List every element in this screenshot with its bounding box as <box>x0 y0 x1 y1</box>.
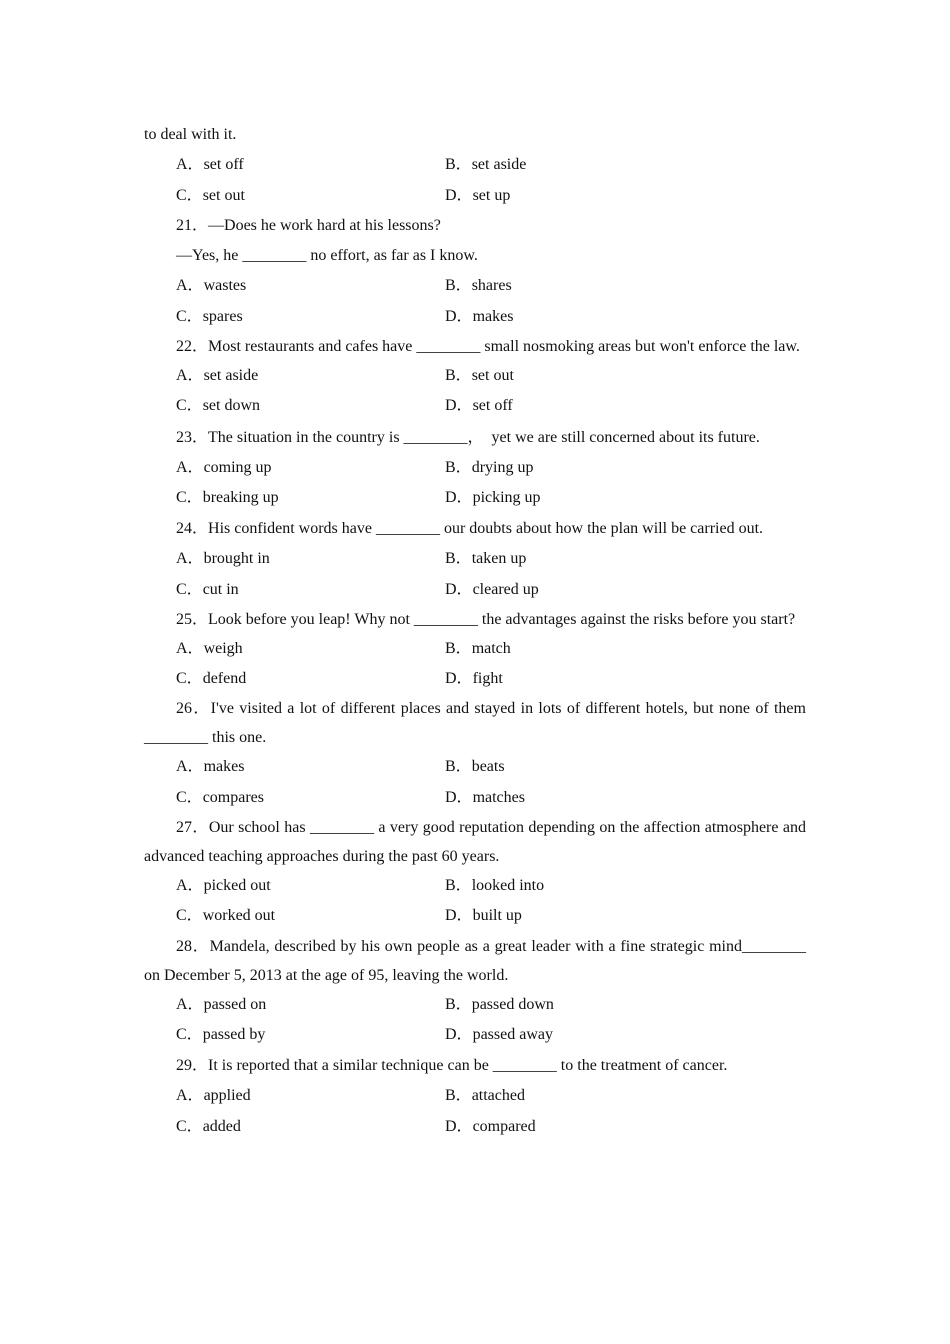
q29-options-row-1 <box>144 1081 806 1111</box>
q23-option-d: D．picking up <box>445 488 541 506</box>
q29-stem: 29．It is reported that a similar technique can be ________ to the treatment of cancer. <box>144 1050 806 1081</box>
q21-option-d: D．makes <box>445 307 514 325</box>
q27-option-c: C．worked out <box>176 907 276 925</box>
q22-option-b: B．set out <box>445 367 514 385</box>
q23-option-a: A．coming up <box>176 458 272 476</box>
q25-option-a: A．weigh <box>176 639 243 657</box>
q20-option-c: C．set out <box>176 186 245 204</box>
q26-number: 26． <box>176 700 211 718</box>
q21-stem-line-2: —Yes, he ________ no effort, as far as I know. <box>176 247 478 265</box>
q29-options-row-2 <box>144 1112 806 1142</box>
q23-option-b: B．drying up <box>445 458 534 476</box>
question-list <box>144 120 806 1142</box>
q22-option-a: A．set aside <box>176 367 259 385</box>
q27-option-a: A．picked out <box>176 877 271 895</box>
q25-stem: 25．Look before you leap! Why not ________ the advantages against the risks before you start? <box>144 605 806 634</box>
q28-options-row-2 <box>144 1020 806 1050</box>
q25-options-row-2 <box>144 664 806 694</box>
q24-option-a: A．brought in <box>176 550 270 568</box>
q27-options-row-2 <box>144 901 806 931</box>
q21-option-b: B．shares <box>445 277 512 295</box>
q28-option-c: C．passed by <box>176 1025 266 1043</box>
q22-option-d: D．set off <box>445 397 513 415</box>
q29-option-a: A．applied <box>176 1087 251 1105</box>
q23-options-row-1 <box>144 453 806 483</box>
q24-number: 24． <box>176 520 209 538</box>
q20-options-row-2 <box>144 181 806 211</box>
q27-options-row-1 <box>144 871 806 901</box>
q24-option-d: D．cleared up <box>445 580 539 598</box>
q21-stem-line-1: 21．—Does he work hard at his lessons? <box>176 216 441 234</box>
q27-option-d: D．built up <box>445 907 522 925</box>
q22-stem: 22．Most restaurants and cafes have ________ small nosmoking areas but won't enforce the law. <box>144 332 806 361</box>
q25-number: 25． <box>176 610 209 628</box>
q22-options-row-1 <box>144 361 806 391</box>
q20-option-b: B．set aside <box>445 156 527 174</box>
q21-option-a: A．wastes <box>176 277 247 295</box>
q26-options-row-1 <box>144 752 806 782</box>
q23-options-row-2 <box>144 483 806 513</box>
q28-number: 28． <box>176 937 210 955</box>
q20-options-row-1 <box>144 150 806 180</box>
q29-option-b: B．attached <box>445 1087 525 1105</box>
q27-stem: 27．Our school has ________ a very good reputation depending on the affection atmosphere and advanced teaching approaches during the past 60 years. <box>144 819 806 866</box>
q26-option-c: C．compares <box>176 788 264 806</box>
q26-option-a: A．makes <box>176 758 245 776</box>
q21-options-row-2 <box>144 302 806 332</box>
q29-option-c: C．added <box>176 1117 241 1135</box>
q20-option-d: D．set up <box>445 186 511 204</box>
q24-options-row-1 <box>144 544 806 574</box>
q23-option-c: C．breaking up <box>176 488 279 506</box>
q23-stem: 23．The situation in the country is ________， yet we are still concerned about its future. <box>144 422 806 453</box>
q28-option-a: A．passed on <box>176 995 267 1013</box>
q24-stem: 24．His confident words have ________ our doubts about how the plan will be carried out. <box>144 513 806 544</box>
q22-number: 22． <box>176 338 209 356</box>
q25-option-b: B．match <box>445 639 511 657</box>
q27-number: 27． <box>176 819 209 837</box>
lead-in-text: to deal with it. <box>144 126 237 143</box>
q26-option-d: D．matches <box>445 788 525 806</box>
q20-option-a: A．set off <box>176 156 244 174</box>
q22-option-c: C．set down <box>176 397 261 415</box>
q23-number: 23． <box>176 428 209 446</box>
q26-options-row-2 <box>144 783 806 813</box>
q21-number: 21． <box>176 216 209 234</box>
q24-option-b: B．taken up <box>445 550 527 568</box>
q26-stem: 26．I've visited a lot of different places and stayed in lots of different hotels, but none of them ________ this one. <box>144 700 806 747</box>
q26-option-b: B．beats <box>445 758 505 776</box>
q25-option-d: D．fight <box>445 670 503 688</box>
q28-stem: 28．Mandela, described by his own people as a great leader with a fine strategic mind________ on December 5, 2013 at the age of 95, leaving the world. <box>144 937 806 984</box>
q24-options-row-2 <box>144 575 806 605</box>
q25-options-row-1 <box>144 634 806 664</box>
q22-options-row-2 <box>144 391 806 421</box>
q29-number: 29． <box>176 1057 209 1075</box>
q24-option-c: C．cut in <box>176 580 239 598</box>
q29-option-d: D．compared <box>445 1117 536 1135</box>
q28-options-row-1 <box>144 990 806 1020</box>
q28-option-d: D．passed away <box>445 1025 553 1043</box>
q25-option-c: C．defend <box>176 670 247 688</box>
q21-options-row-1 <box>144 271 806 301</box>
q28-option-b: B．passed down <box>445 995 554 1013</box>
q21-option-c: C．spares <box>176 307 243 325</box>
q27-option-b: B．looked into <box>445 877 545 895</box>
